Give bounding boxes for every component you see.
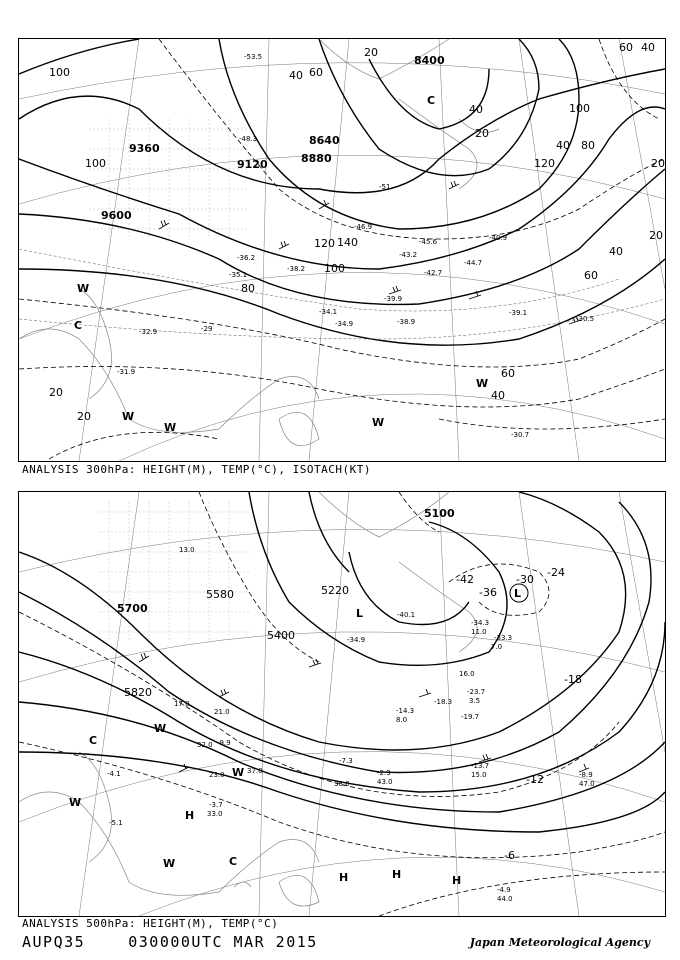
isotach-label: 40 [469,103,483,116]
isotach-label: 60 [584,269,598,282]
wind-barbs [139,653,589,772]
valid-time: 030000UTC MAR 2015 [128,933,318,951]
high-symbol: H [452,874,462,887]
isotach-label: 80 [581,139,595,152]
temp-label: -36.2 [237,254,256,262]
station-label: -9.9 [217,739,231,747]
station-label: 11.0 [471,628,487,636]
cold-symbol: C [229,855,238,868]
height-label: 8880 [301,152,332,165]
station-label: -33.3 [494,634,513,642]
high-symbol: H [392,868,402,881]
height-label: 8400 [414,54,445,67]
station-label: -3.7 [209,801,223,809]
isotach-label: 40 [609,245,623,258]
temp-label: -35.1 [229,271,248,279]
wind-barbs [159,181,581,324]
height-label: 9120 [237,158,268,171]
agency-name: Japan Meteorological Agency [469,936,650,949]
station-label: -4.1 [107,770,121,778]
map-500hpa [19,492,665,916]
data-grid [99,502,249,642]
station-label: -34.3 [471,619,490,627]
isotach-label: 40 [289,69,303,82]
station-label: 37.0 [247,767,263,775]
height-label: 9360 [129,142,160,155]
station-label: -4.9 [497,886,511,894]
isotach-label: 20 [49,386,63,399]
station-label: 15.0 [471,771,487,779]
warm-symbol: W [476,377,489,390]
isotach-label: 120 [534,157,555,170]
temp-contour-label: -12 [526,773,544,786]
station-label: 43.0 [377,778,393,786]
temp-label: -32.9 [139,328,158,336]
isotach-label: 20 [77,410,91,423]
isotach-label: 80 [241,282,255,295]
station-label: -19.7 [461,713,480,721]
station-label: 32.0 [197,741,213,749]
station-label: -14.3 [396,707,415,715]
station-label: 17.0 [174,700,190,708]
graticule [19,492,665,916]
station-label: 7.0 [491,643,503,651]
temp-label: -53.5 [244,53,263,61]
temp-label: -31.9 [117,368,136,376]
station-label: -18.3 [434,698,453,706]
station-label: -5.1 [109,819,123,827]
cold-symbol: C [427,94,436,107]
station-label: 13.0 [179,546,195,554]
low-symbol: L [356,607,364,620]
height-label: 5580 [206,588,234,601]
height-label: 5700 [117,602,148,615]
isotach-label: 20 [475,127,489,140]
station-label: 3.5 [469,697,481,705]
warm-symbol: W [154,722,167,735]
temp-contour-label: -30 [516,573,534,586]
isotach-label: 100 [324,262,345,275]
temp-label: -30.7 [511,431,530,439]
isotach-label: 120 [314,237,335,250]
isotach-label: 40 [641,41,655,54]
station-label: 47.0 [579,780,595,788]
isotach-label: 40 [556,139,570,152]
station-label: -8.9 [579,771,593,779]
temp-label: -42.7 [424,269,443,277]
temp-label: -34.9 [335,320,354,328]
isotach-label: 60 [309,66,323,79]
product-header [22,933,318,951]
isotach-label: 40 [491,389,505,402]
height-label: 5100 [424,507,455,520]
station-label: 44.0 [497,895,513,903]
temp-label: -38.9 [397,318,416,326]
temp-label: -38.2 [287,265,306,273]
cold-symbol: C [89,734,98,747]
temp-label: -48.3 [239,135,258,143]
height-label: 9600 [101,209,132,222]
station-label: 21.0 [214,708,230,716]
temp-label: -29 [201,325,213,333]
station-label: -13.7 [471,762,490,770]
station-label: 16.0 [459,670,475,678]
temp-label: -44.7 [464,259,483,267]
height-label: 8640 [309,134,340,147]
temp-label: -51 [379,183,391,191]
isotach-label: 100 [569,102,590,115]
chart-500hpa [18,491,666,917]
temperature-contours [19,492,665,916]
station-label: 33.0 [207,810,223,818]
isotach-label: 20 [649,229,663,242]
caption-500hpa: ANALYSIS 500hPa: HEIGHT(M), TEMP(°C) [22,917,279,930]
temp-contour-label: -36 [479,586,497,599]
temp-label: -39.1 [509,309,528,317]
warm-symbol: W [163,857,176,870]
station-label: -40.1 [397,611,416,619]
map-300hpa [19,39,665,461]
height-label: 5820 [124,686,152,699]
isotach-label: 60 [619,41,633,54]
isotach-label: 100 [49,66,70,79]
temp-label: -30.5 [576,315,595,323]
temp-contour-label: -24 [547,566,565,579]
high-symbol: H [339,871,349,884]
warm-symbol: W [164,421,177,434]
isotach-label: 20 [364,46,378,59]
warm-symbol: W [122,410,135,423]
low-symbol: L [514,587,522,600]
temp-label: -34.1 [319,308,338,316]
temp-label: -45.6 [419,238,438,246]
warm-symbol: W [232,766,245,779]
caption-300hpa: ANALYSIS 300hPa: HEIGHT(M), TEMP(°C), ISOTACH(KT) [22,463,372,476]
height-label: 5400 [267,629,295,642]
warm-symbol: W [372,416,385,429]
temp-label: -39.9 [384,295,403,303]
isotach-label: 20 [651,157,665,170]
isotach-label: 100 [85,157,106,170]
station-label: 23.0 [209,771,225,779]
station-label: 8.0 [396,716,408,724]
temp-contour-label: -18 [564,673,582,686]
high-symbol: H [185,809,195,822]
height-contours [19,39,665,345]
station-label: -23.7 [467,688,486,696]
cold-symbol: C [74,319,83,332]
isotach-label: 140 [337,236,358,249]
chart-300hpa [18,38,666,462]
product-id: AUPQ35 [22,933,86,951]
temp-label: -40.9 [489,234,508,242]
temp-label: -46.9 [354,223,373,231]
station-label: -34.9 [347,636,366,644]
warm-symbol: W [69,796,82,809]
temp-contour-label: -42 [456,573,474,586]
station-label: 38.0 [334,780,350,788]
station-label: -7.3 [339,757,353,765]
warm-symbol: W [77,282,90,295]
isotach-label: 60 [501,367,515,380]
height-label: 5220 [321,584,349,597]
temp-label: -43.2 [399,251,418,259]
station-label: -2.9 [377,769,391,777]
temp-contour-label: -6 [504,849,515,862]
